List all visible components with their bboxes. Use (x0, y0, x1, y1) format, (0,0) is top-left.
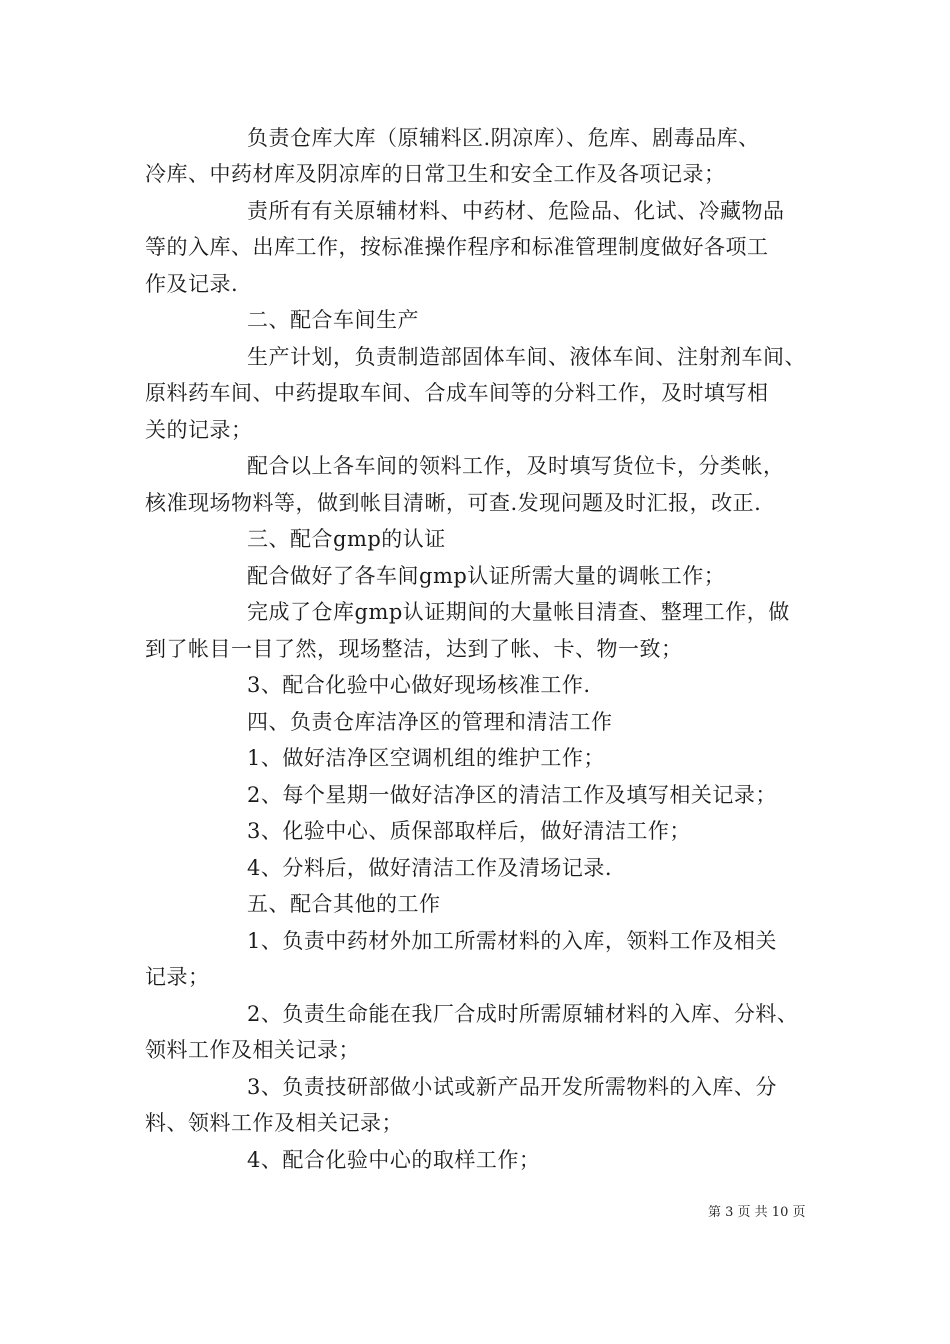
paragraph-line: 到了帐目一目了然，现场整洁，达到了帐、卡、物一致； (145, 637, 683, 661)
list-item: 4、分料后，做好清洁工作及清场记录. (247, 856, 613, 880)
section-heading: 五、配合其他的工作 (247, 892, 441, 916)
paragraph-line: 核准现场物料等，做到帐目清晰，可查.发现问题及时汇报，改正. (145, 491, 762, 515)
list-item: 4、配合化验中心的取样工作； (247, 1148, 541, 1172)
paragraph-line: 冷库、中药材库及阴凉库的日常卫生和安全工作及各项记录； (145, 162, 726, 186)
paragraph-line: 3、配合化验中心做好现场核准工作. (247, 673, 591, 697)
list-item: 1、做好洁净区空调机组的维护工作； (247, 746, 605, 770)
paragraph-line: 负责仓库大库（原辅料区.阴凉库）、危库、剧毒品库、 (247, 126, 760, 150)
paragraph-line: 作及记录. (145, 272, 239, 296)
paragraph-line: 关的记录； (145, 418, 253, 442)
section-heading: 四、负责仓库洁净区的管理和清洁工作 (247, 710, 613, 734)
paragraph-line: 责所有有关原辅材料、中药材、危险品、化试、冷藏物品 (247, 199, 785, 223)
paragraph-line: 料、领料工作及相关记录； (145, 1111, 403, 1135)
list-item: 2、每个星期一做好洁净区的清洁工作及填写相关记录； (247, 783, 777, 807)
paragraph-line: 配合以上各车间的领料工作，及时填写货位卡，分类帐， (247, 454, 785, 478)
paragraph-line: 记录； (145, 965, 210, 989)
list-item: 3、化验中心、质保部取样后，做好清洁工作； (247, 819, 691, 843)
paragraph-line: 完成了仓库gmp认证期间的大量帐目清查、整理工作，做 (247, 600, 790, 624)
paragraph-line: 配合做好了各车间gmp认证所需大量的调帐工作； (247, 564, 726, 588)
paragraph-line: 原料药车间、中药提取车间、合成车间等的分料工作，及时填写相 (145, 381, 769, 405)
list-item: 3、负责技研部做小试或新产品开发所需物料的入库、分 (247, 1075, 777, 1099)
paragraph-line: 领料工作及相关记录； (145, 1038, 360, 1062)
list-item: 1、负责中药材外加工所需材料的入库，领料工作及相关 (247, 929, 777, 953)
section-heading: 二、配合车间生产 (247, 308, 419, 332)
paragraph-line: 生产计划，负责制造部固体车间、液体车间、注射剂车间、 (247, 345, 806, 369)
section-heading: 三、配合gmp的认证 (247, 527, 446, 551)
paragraph-line: 等的入库、出库工作，按标准操作程序和标准管理制度做好各项工 (145, 235, 769, 259)
list-item: 2、负责生命能在我厂合成时所需原辅材料的入库、分料、 (247, 1002, 799, 1026)
page-number: 第 3 页 共 10 页 (708, 1205, 806, 1220)
